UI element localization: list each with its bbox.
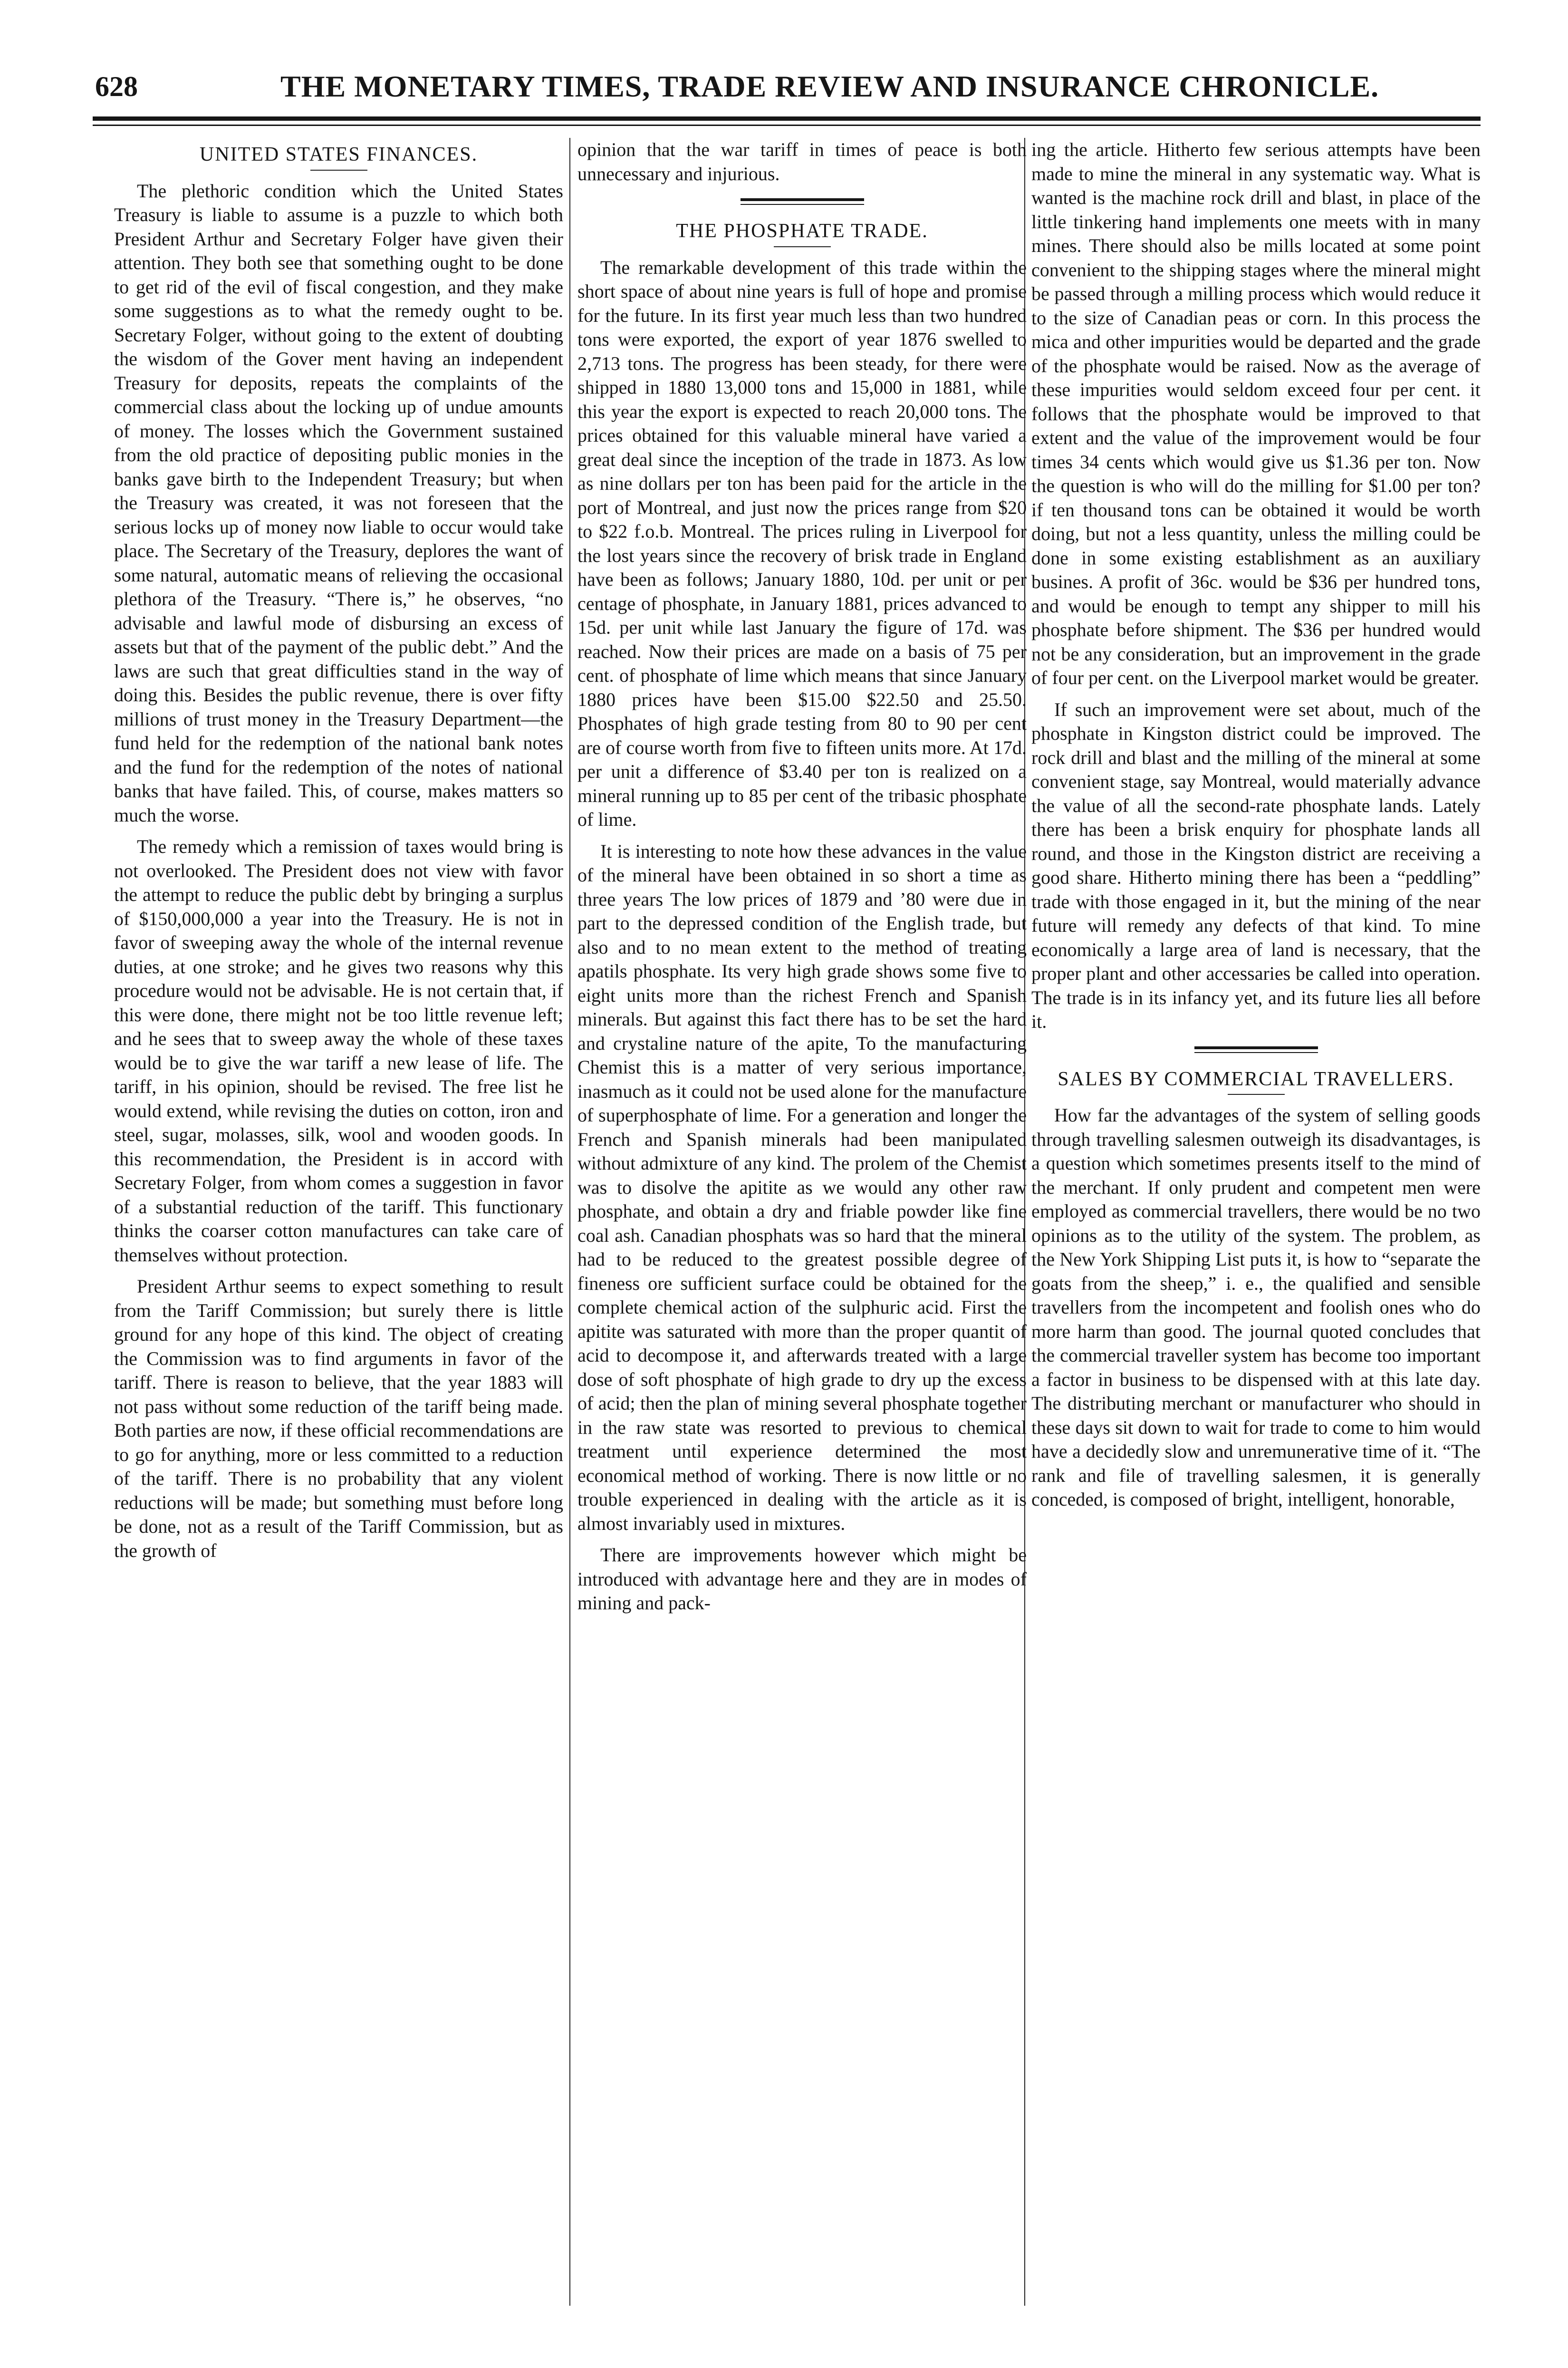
page-number: 628 bbox=[95, 71, 138, 102]
masthead-rule-thin bbox=[93, 125, 1481, 126]
article-paragraph: The remarkable development of this trade within the short space of about nine years is full of hope and promise for the future. In its first year much less than two hundred tons were exported, the export of year 1876 swelled to 2,713 tons. The progress has been steady, for there were shipped in 1880 13,000 tons and 15,000 in 1881, while this year the export is expected to reach 20,000 tons. The prices obtained for this valuable mineral have varied a great deal since the inception of the trade in 1873. As low as nine dollars per ton has been paid for the article in the port of Montreal, and just now the prices range from $20 to $22 f.o.b. Montreal. The prices ruling in Liverpool for the lost years since the recovery of brisk trade in England have been as follows; January 1880, 10d. per unit or per centage of phosphate, in January 1881, prices advanced to 15d. per unit while last January the figure of 17d. was reached. Now their prices are made on a basis of 75 per cent. of phosphate of lime which means that since January 1880 prices have been $15.00 $22.50 and 25.50. Phosphates of high grade testing from 80 to 90 per cent are of course worth from five to fifteen units more. At 17d. per unit a difference of $3.40 per ton is realized on a mineral running up to 85 per cent of the tribasic phosphate of lime. bbox=[577, 256, 1027, 830]
article-paragraph: There are improvements however which might be introduced with advantage here and they are in modes of mining and pack- bbox=[577, 1544, 1027, 1614]
newspaper-title: THE MONETARY TIMES, TRADE REVIEW AND INSURANCE CHRONICLE. bbox=[280, 69, 1379, 103]
heading-rule bbox=[774, 246, 831, 247]
article-heading: SALES BY COMMERCIAL TRAVELLERS. bbox=[1058, 1068, 1454, 1090]
column-3 bbox=[1031, 138, 1481, 1519]
article-paragraph: The plethoric condition which the United States Treasury is liable to assume is a puzzle to which both President Arthur and Secretary Folger have given their attention. They both see that something ought to be done to get rid of the evil of fiscal congestion, and they make some suggestions as to what the remedy ought to be. Secretary Folger, without going to the extent of doubting the wisdom of the Gover ment having an independent Treasury for deposits, repeats the complaints of the commercial class about the locking up of undue amounts of money. The losses which the Government sustained from the old practice of depositing public monies in the banks gave birth to the Independent Treasury; but when the Treasury was created, it was not foreseen that the serious locks up of money now liable to occur would take place. The Secretary of the Treasury, deplores the want of some natural, automatic means of relieving the occasional plethora of the Treasury. “There is,” he observes, “no advisable and lawful mode of disbursing an excess of assets but that of the payment of the public debt.” And the laws are such that great difficulties stand in the way of doing this. Besides the public revenue, there is over fifty millions of trust money in the Treasury Department—the fund held for the redemption of the national bank notes and the fund for the redemption of the notes of national banks that have failed. This, of course, makes matters so much the worse. bbox=[114, 180, 563, 826]
section-divider bbox=[741, 198, 864, 205]
section-divider bbox=[1194, 1046, 1318, 1053]
article-paragraph: It is interesting to note how these advances in the value of the mineral have been obtained in so short a time as three years The low prices of 1879 and ’80 were due in part to the depressed condition of the English trade, but also and to no mean extent to the method of treating apatils phosphate. Its very high grade shows some five to eight units more than the richest French and Spanish minerals. But against this fact there has to be set the hard and crystaline nature of the apite, To the manufacturing Chemist this is a matter of very serious importance, inasmuch as it could not be used alone for the manufacture of superphosphate of lime. For a generation and longer the French and Spanish minerals had been manipulated without admixture of any kind. The prolem of the Chemist was to disolve the apitite as we would any other raw phosphate, and obtain a dry and friable powder like fine coal ash. Canadian phosphats was so hard that the mineral had to be reduced to the greatest possible degree of fineness ore sufficient surface could be obtained for the complete chemical action of the sulphuric acid. First the apitite was saturated with more than the proper quantit of acid to decompose it, and afterwards treated with a large dose of soft phosphate of high grade to dry up the excess of acid; then the plan of mining several phosphate together in the raw state was resorted to previous to chemical treatment until experience determined the most economical method of working. There is now little or no trouble experienced in dealing with the article as it is almost invariably used in mixtures. bbox=[577, 840, 1027, 1534]
masthead-rule bbox=[93, 116, 1481, 121]
masthead bbox=[95, 67, 1473, 119]
article-paragraph: The remedy which a remission of taxes would bring is not overlooked. The President does not view with favor the attempt to reduce the public debt by bringing a surplus of $150,000,000 a year into the Treasury. He is not in favor of sweeping away the whole of the internal revenue duties, at one stroke; and he gives two reasons why this procedure would not be advisable. He is not certain that, if this were done, there might not be too little revenue left; and he sees that to sweep away the whole of these taxes would be to give the war tariff a new lease of life. The tariff, in his opinion, should be revised. The free list he would extend, while revising the duties on cotton, iron and steel, sugar, molasses, silk, wool and wooden goods. In this recommendation, the President is in accord with Secretary Folger, from whom comes a suggestion in favor of a substantial reduction of the tariff. This functionary thinks the coarser cotton manufactures can take care of themselves without protection. bbox=[114, 836, 563, 1266]
column-1 bbox=[114, 138, 563, 1570]
article-paragraph: President Arthur seems to expect something to result from the Tariff Commission; but surely there is little ground for any hope of this kind. The object of creating the Commission was to find arguments in favor of the tariff. There is reason to believe, that the year 1883 will not pass without some reduction of the tariff being made. Both parties are now, if these official recommendations are to go for anything, more or less committed to a reduction of the tariff. There is no probability that any violent reductions will be made; but something must before long be done, not as a result of the Tariff Commission, but as the growth of bbox=[114, 1276, 563, 1561]
heading-rule bbox=[310, 170, 367, 171]
article-paragraph: If such an improvement were set about, much of the phosphate in Kingston district could be improved. The rock drill and blast and the milling of the mineral at some convenient stage, say Montreal, would materially advance the value of all the second-rate phosphate lands. Lately there has been a brisk enquiry for phosphate lands all round, and those in the Kingston district are receiving a good share. Hitherto mining there has been a “peddling” trade with those engaged in it, but the mining of the near future will remedy any defects of that kind. To mine economically a large area of land is necessary, that the proper plant and other accessaries be called into operation. The trade is in its infancy yet, and its future lies all before it. bbox=[1031, 698, 1481, 1032]
article-continuation: ing the article. Hitherto few serious attempts have been made to mine the mineral in any systematic way. What is wanted is the machine rock drill and blast, in place of the little tinkering hand implements one meets with in many mines. There should also be mills located at some point convenient to the shipping stages where the mineral might be passed through a milling process which would reduce it to the size of Canadian peas or corn. In this process the mica and other impurities would be departed and the grade of the phosphate would be raised. Now as the average of these impurities would seldom exceed four per cent. it follows that the phosphate would be improved to that extent and the value of the improvement would be four times 34 cents which would give us $1.36 per ton. Now the question is who will do the milling for $1.00 per ton? if ten thousand tons can be obtained it would be worth doing, but not a less quantity, unless the milling could be done in some existing establishment as an auxiliary busines. A profit of 36c. would be $36 per hundred tons, and would be enough to tempt any shipper to mill his phosphate before shipment. The $36 per hundred would not be any consideration, but an improvement in the grade of four per cent. on the Liverpool market would be greater. bbox=[1031, 139, 1481, 688]
article-heading: THE PHOSPHATE TRADE. bbox=[676, 220, 928, 242]
column-2 bbox=[577, 138, 1027, 1623]
article-continuation: opinion that the war tariff in times of peace is both unnecessary and injurious. bbox=[577, 139, 1027, 184]
article-heading: UNITED STATES FINANCES. bbox=[199, 144, 478, 165]
heading-rule bbox=[1228, 1094, 1285, 1095]
column-divider bbox=[569, 138, 570, 2306]
article-paragraph: How far the advantages of the system of selling goods through travelling salesmen outweigh its disadvantages, is a question which sometimes presents itself to the mind of the merchant. If only prudent and competent men were employed as commercial travellers, there would be no two opinions as to the utility of the system. The problem, as the New York Shipping List puts it, is how to “separate the goats from the sheep,” i. e., the qualified and sensible travellers from the incompetent and foolish ones who do more harm than good. The journal quoted concludes that the commercial traveller system has become too important a factor in business to be dispensed with at this late day. The distributing merchant or manufacturer who should in these days sit down to wait for trade to come to him would have a decidedly slow and unremunerative time of it. “The rank and file of travelling salesmen, it is generally conceded, is composed of bright, intelligent, honorable, bbox=[1031, 1104, 1481, 1510]
